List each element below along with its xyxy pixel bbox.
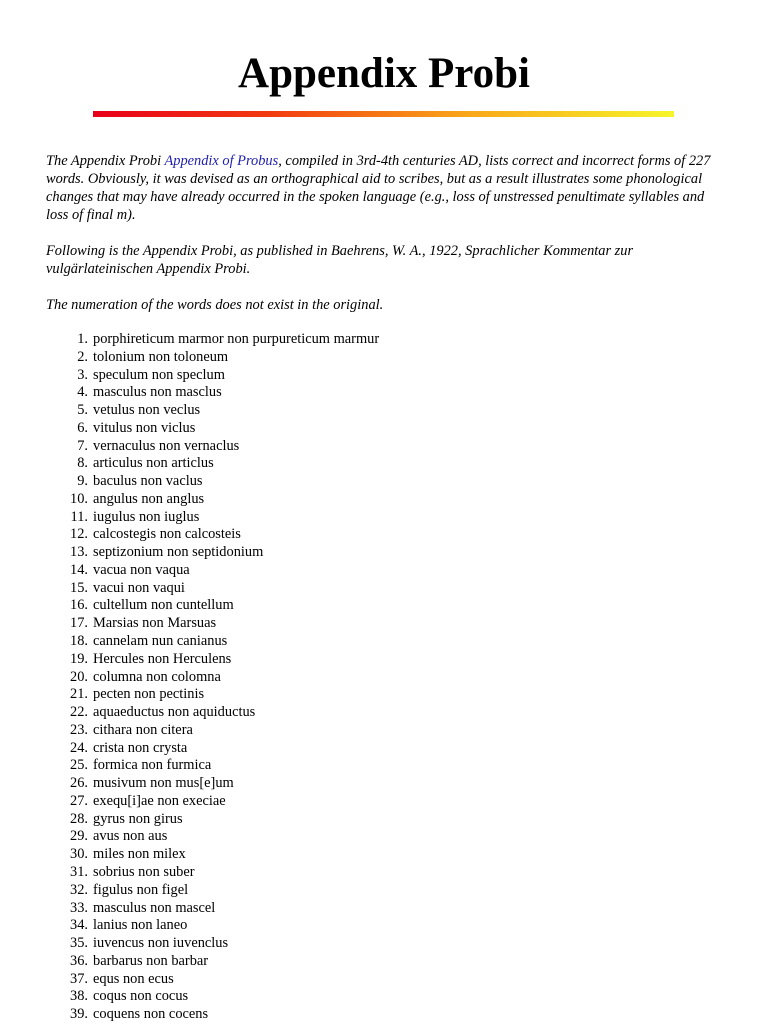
list-item-text: avus non aus	[93, 828, 168, 845]
list-item-number: 13.	[70, 544, 88, 561]
source-paragraph: Following is the Appendix Probi, as published in Baehrens, W. A., 1922, Sprachlicher Kommentar zur vulgärlateinischen Appendix Probi.	[46, 243, 634, 277]
list-item-text: septizonium non septidonium	[93, 544, 264, 561]
list-item-number: 16.	[70, 597, 88, 614]
list-item-number: 34.	[70, 917, 88, 934]
list-item-number: 2.	[77, 348, 88, 365]
list-item	[0, 473, 700, 491]
list-item	[0, 455, 700, 473]
list-item-text: pecten non pectinis	[93, 686, 205, 703]
list-item-text: vacua non vaqua	[93, 561, 190, 578]
list-item-text: musivum non mus[e]um	[93, 775, 234, 792]
list-item-text: cultellum non cuntellum	[93, 597, 234, 614]
list-item	[0, 633, 700, 651]
list-item-text: miles non milex	[93, 846, 186, 863]
list-item	[0, 562, 700, 580]
list-item-text: coqus non cocus	[93, 988, 189, 1005]
list-item	[0, 722, 700, 740]
list-item	[0, 402, 700, 420]
appendix-of-probus-link[interactable]: Appendix of Probus	[164, 153, 279, 169]
list-item	[0, 757, 700, 775]
list-item	[0, 900, 700, 918]
list-item-number: 26.	[70, 775, 88, 792]
list-item-number: 24.	[70, 739, 88, 756]
list-item-text: masculus non mascel	[93, 899, 216, 916]
list-item-text: coquens non cocens	[93, 1006, 209, 1023]
list-item	[0, 597, 700, 615]
intro-text-start: The Appendix Probi	[46, 153, 165, 169]
list-item-number: 22.	[70, 704, 88, 721]
list-item-number: 15.	[70, 579, 88, 596]
list-item-text: gyrus non girus	[93, 810, 183, 827]
title-gradient-rule	[93, 111, 674, 117]
list-item	[0, 509, 700, 527]
list-item-text: Marsias non Marsuas	[93, 615, 217, 632]
list-item-text: aquaeductus non aquiductus	[93, 704, 256, 721]
list-item-number: 36.	[70, 952, 88, 969]
list-item	[0, 793, 700, 811]
list-item-text: vitulus non viclus	[93, 419, 196, 436]
list-item-text: calcostegis non calcosteis	[93, 526, 241, 543]
list-item	[0, 669, 700, 687]
list-item-number: 1.	[77, 331, 88, 347]
list-item-number: 23.	[70, 721, 88, 738]
list-item	[0, 971, 700, 989]
list-item	[0, 864, 700, 882]
list-item-text: figulus non figel	[93, 881, 189, 898]
list-item-text: columna non colomna	[93, 668, 221, 685]
list-item-number: 18.	[70, 633, 88, 650]
intro-text-end: , compiled in 3rd-4th centuries AD, lists correct and incorrect forms of 227 words. Obviously, it was devised as an orthographical aid to scribes, but as a result illustrates some phonological changes that may have already occurred in the spoken language (e.g., loss of unstressed penultimate syllables and loss of final m).	[46, 153, 711, 223]
list-item	[0, 349, 700, 367]
list-item	[0, 615, 700, 633]
list-item	[0, 420, 700, 438]
list-item	[0, 367, 700, 385]
list-item-text: Hercules non Herculens	[93, 650, 232, 667]
list-item	[0, 704, 700, 722]
list-item	[0, 846, 700, 864]
list-item-number: 4.	[77, 384, 88, 401]
list-item-text: masculus non masclus	[93, 384, 222, 401]
list-item-text: cithara non citera	[93, 721, 193, 738]
list-item-number: 17.	[70, 615, 88, 632]
list-item-text: vernaculus non vernaclus	[93, 437, 240, 454]
list-item-number: 37.	[70, 970, 88, 987]
list-item	[0, 882, 700, 900]
list-item	[0, 438, 700, 456]
list-item-text: articulus non articlus	[93, 455, 214, 472]
list-item-text: cannelam nun canianus	[93, 633, 228, 650]
list-item	[0, 384, 700, 402]
list-item	[0, 686, 700, 704]
list-item-text: formica non furmica	[93, 757, 212, 774]
list-item-text: speculum non speclum	[93, 366, 225, 383]
list-item	[0, 988, 700, 1006]
list-item-text: exequ[i]ae non execiae	[93, 792, 226, 809]
list-item-number: 6.	[77, 419, 88, 436]
list-item-text: angulus non anglus	[93, 490, 205, 507]
list-item-number: 33.	[70, 899, 88, 916]
list-item-number: 5.	[77, 402, 88, 419]
list-item-number: 25.	[70, 757, 88, 774]
list-item-text: sobrius non suber	[93, 863, 195, 880]
word-list	[0, 331, 700, 1024]
list-item-number: 39.	[70, 1006, 88, 1023]
list-item	[0, 491, 700, 509]
list-item	[0, 1006, 700, 1024]
intro-paragraph	[46, 152, 726, 224]
list-item-number: 20.	[70, 668, 88, 685]
list-item-text: tolonium non toloneum	[93, 348, 229, 365]
list-item-text: lanius non laneo	[93, 917, 188, 934]
list-item	[0, 917, 700, 935]
list-item-number: 32.	[70, 881, 88, 898]
list-item-number: 30.	[70, 846, 88, 863]
list-item-number: 27.	[70, 792, 88, 809]
list-item-text: porphireticum marmor non purpureticum marmur	[93, 331, 380, 347]
list-item	[0, 526, 700, 544]
list-item-number: 9.	[77, 473, 88, 490]
page-title: Appendix Probi	[238, 50, 530, 97]
list-item-text: barbarus non barbar	[93, 952, 209, 969]
list-item	[0, 740, 700, 758]
list-item-text: equs non ecus	[93, 970, 174, 987]
list-item-number: 14.	[70, 561, 88, 578]
list-item-number: 12.	[70, 526, 88, 543]
list-item	[0, 544, 700, 562]
list-item	[0, 935, 700, 953]
list-item-text: iuvencus non iuvenclus	[93, 935, 229, 952]
list-item	[0, 811, 700, 829]
list-item-number: 19.	[70, 650, 88, 667]
list-item-number: 11.	[70, 508, 88, 525]
list-item	[0, 651, 700, 669]
list-item-text: vacui non vaqui	[93, 579, 185, 596]
list-item-number: 3.	[77, 366, 88, 383]
list-item	[0, 580, 700, 598]
list-item-number: 10.	[70, 490, 88, 507]
list-item-number: 29.	[70, 828, 88, 845]
list-item-number: 8.	[77, 455, 88, 472]
list-item-text: baculus non vaclus	[93, 473, 203, 490]
list-item-text: crista non crysta	[93, 739, 188, 756]
numeration-note: The numeration of the words does not exist in the original.	[46, 297, 384, 313]
list-item-number: 7.	[77, 437, 88, 454]
list-item-text: vetulus non veclus	[93, 402, 201, 419]
list-item-number: 38.	[70, 988, 88, 1005]
list-item-number: 21.	[70, 686, 88, 703]
list-item	[0, 953, 700, 971]
list-item	[0, 331, 700, 349]
list-item-number: 28.	[70, 810, 88, 827]
list-item	[0, 828, 700, 846]
list-item-text: iugulus non iuglus	[93, 508, 200, 525]
list-item	[0, 775, 700, 793]
list-item-number: 35.	[70, 935, 88, 952]
list-item-number: 31.	[70, 863, 88, 880]
